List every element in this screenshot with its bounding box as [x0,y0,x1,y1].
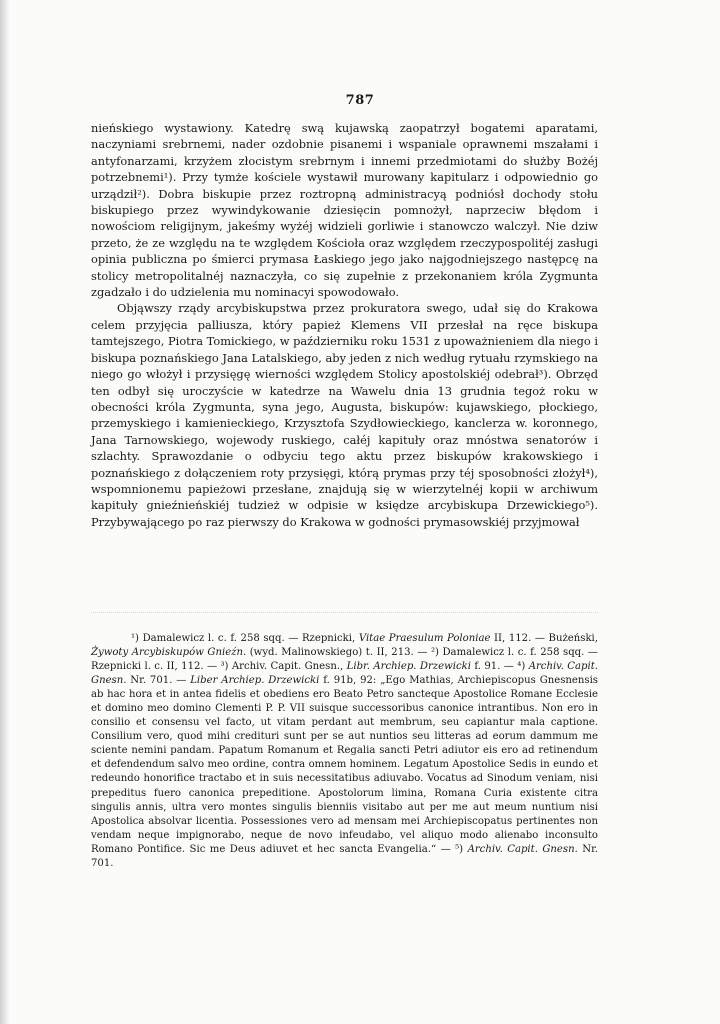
footnote-text: f. 91b, 92: [319,675,377,687]
footnote-text: Nr. 701. [91,843,598,869]
latin-oath-quote: „Ego Mathias, Archiepiscopus Gnesnensis ab hac hora et in antea fidelis et obediens ero Beato Petro sancteque Apostolice Romane Ecclesie et domino meo domino Clementi P. P. VII suisque successoribus canonice intrantibus. Non ero in consilio et consensu vel facto, ut vitam perdant aut membrum, seu capiantur mala captione. Consilium vero, quod mihi credituri sunt per se aut nuntios seu litteras ad eorum dammum me sciente nemini pandam. Papatum Romanum et Regalia sancti Petri adiutor eis ero ad retinendum et defendendum salvo meo ordine, contra omnem hominem. Legatum Apostolice Sedis in eundo et redeundo honorifice tractabo et in suis necessitatibus adiuvabo. Vocatus ad Sinodum veniam, nisi prepeditus fuero canonica prepeditione. Apostolorum limina, Romana Curia existente citra singulis annis, ultra vero montes singulis bienniis visitabo aut per me aut meum nuntium nisi Apostolica absolvar licentia. Possessiones vero ad mensam mei Archiepiscopatus pertinentes non vendam neque impignorabo, neque de novo infeudabo, vel aliquo modo alienabo inconsulto Romano Pontifice. Sic me Deus adiuvet et hec sancta Evangelia.“ [91,675,598,855]
footnote-title: Archiv. Capit. Gnesn. [91,661,598,687]
footnote-title: Archiv. Capit. Gnesn. [467,843,578,855]
footnote-text: — ⁵) [436,843,468,855]
footnote-separator [91,612,598,613]
footnote-title: Vitae Praesulum Poloniae [358,633,491,644]
footnote-text: Nr. 701. — [126,675,191,687]
footnote-title: Libr. Archiep. Drzewicki [346,661,471,673]
page-edge-shadow [0,0,10,1024]
footnote-title: Liber Archiep. Drzewicki [190,675,320,687]
footnote-text: f. 91. — ⁴) [470,661,529,673]
page-number: 787 [345,93,375,108]
paragraph-continuation: nieńskiego wystawiony. Katedrę swą kujawską zaopatrzył bogatemi aparatami, naczyniami srebrnemi, nader ozdobnie pisanemi i wspaniale oprawnemi mszałami i antyfonarzami, krzyżem złocistym srebrnym i innemi przedmiotami do służby Bożéj potrzebnemi¹). Przy tymże kościele wystawił murowany kapitularz i odpowiednio go urządził²). Dobra biskupie przez roztropną administracyą podniósł dochody stołu biskupiego przez wywindykowanie dziesięcin pomnożył, naprzeciw błędom i nowościom religijnym, jakeśmy wyżéj widzieli gorliwie i stanowczo walczył. Nie dziw przeto, że ze względu na te względem Kościoła oraz względem rzeczypospolitéj zasługi opinia publiczna po śmierci prymasa Łaskiego jego jako najgodniejszego następcę na stolicy metropolitalnéj naznaczyła, co się zupełnie z przekonaniem króla Zygmunta zgadzało i do udzielenia mu nominacyi spowodowało. [91,121,598,300]
paragraph-pallium: Objąwszy rządy arcybiskupstwa przez prokuratora swego, udał się do Krakowa celem przyjęcia palliusza, który papież Klemens VII przesłał na ręce biskupa tamtejszego, Piotra Tomickiego, w październiku roku 1531 z upoważnieniem dla niego i biskupa poznańskiego Jana Latalskiego, aby jeden z nich według rytuału rzymskiego na niego go włożył i przysięgę wierności względem Stolicy apostolskiéj odebrał³). Obrzęd ten odbył się uroczyście w katedrze na Wawelu dnia 13 grudnia tegoż roku w obecności króla Zygmunta, syna jego, Augusta, biskupów: kujawskiego, płockiego, przemyskiego i kamienieckiego, Krzysztofa Szydłowieckiego, kanclerza w. koronnego, Jana Tarnowskiego, wojewody ruskiego, całéj kapituły oraz mnóstwa senatorów i szlachty. Sprawozdanie o odbyciu tego aktu przez biskupów krakowskiego i poznańskiego z dołączeniem roty przysięgi, którą prymas przy téj sposobności złożył⁴), wspomnionemu papieżowi przesłane, znajdują się w wierzytelnéj kopii w archiwum kapituły gnieźnieńskiéj tudzież w odpisie w księdze arcybiskupa Drzewickiego⁵). Przybywającego po raz pierwszy do Krakowa w godności prymasowskiéj przyjmował [91,301,598,529]
main-text [91,120,598,530]
footnote-text: ¹) Damalewicz l. c. f. 258 sqq. — Rzepnicki, [131,633,359,644]
footnote-text: II, 112. — Bużeński, [490,633,598,644]
footnote-text: (wyd. Malinowskiego) t. II, 213. — ²) Damalewicz l. c. f. 258 sqq. — Rzepnicki l. c. II, 112. — ³) Archiv. Capit. Gnesn., [91,647,598,673]
footnote-title: Żywoty Arcybiskupów Gnieźn. [91,647,247,659]
footnotes [91,632,598,871]
footnote-block [91,632,598,871]
